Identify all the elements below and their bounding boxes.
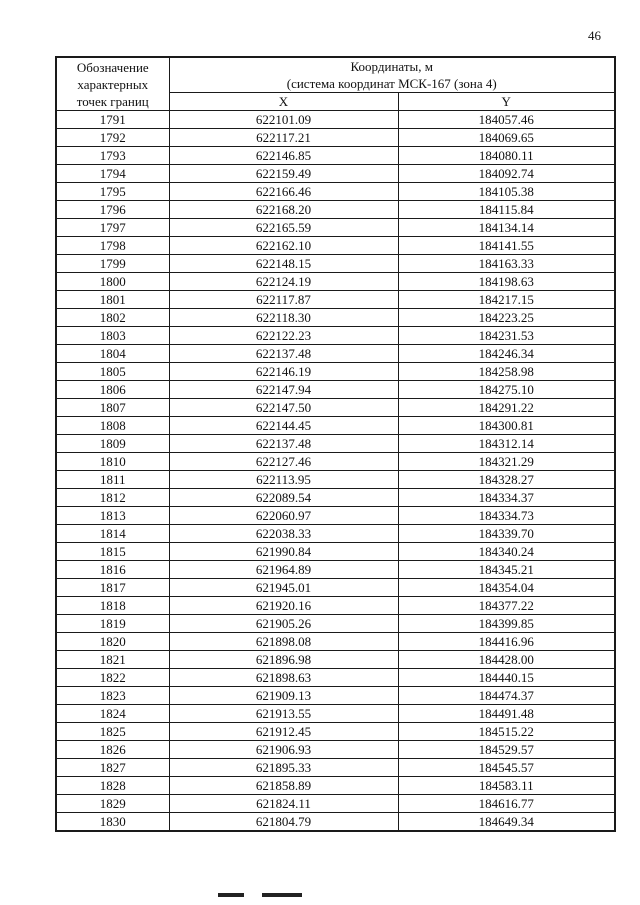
y-coordinate-cell: 184377.22 xyxy=(398,597,615,615)
coordinates-table xyxy=(55,56,616,832)
x-coordinate-cell: 622117.87 xyxy=(169,291,398,309)
y-coordinate-cell: 184198.63 xyxy=(398,273,615,291)
y-coordinate-cell: 184345.21 xyxy=(398,561,615,579)
y-coordinate-cell: 184334.37 xyxy=(398,489,615,507)
y-coordinate-cell: 184258.98 xyxy=(398,363,615,381)
y-coordinate-cell: 184291.22 xyxy=(398,399,615,417)
cutoff-text-fragment xyxy=(218,893,244,897)
x-coordinate-cell: 621898.08 xyxy=(169,633,398,651)
x-coordinate-cell: 621920.16 xyxy=(169,597,398,615)
y-coordinate-cell: 184115.84 xyxy=(398,201,615,219)
page-number: 46 xyxy=(588,28,601,43)
point-id-cell: 1815 xyxy=(56,543,169,561)
y-coordinate-cell: 184416.96 xyxy=(398,633,615,651)
x-coordinate-cell: 622101.09 xyxy=(169,111,398,129)
y-coordinate-cell: 184141.55 xyxy=(398,237,615,255)
point-id-cell: 1794 xyxy=(56,165,169,183)
point-id-cell: 1829 xyxy=(56,795,169,813)
table-row xyxy=(56,651,615,669)
point-id-cell: 1824 xyxy=(56,705,169,723)
point-id-cell: 1816 xyxy=(56,561,169,579)
y-coordinate-cell: 184616.77 xyxy=(398,795,615,813)
x-coordinate-cell: 621912.45 xyxy=(169,723,398,741)
table-row xyxy=(56,489,615,507)
point-id-cell: 1791 xyxy=(56,111,169,129)
x-coordinate-cell: 622124.19 xyxy=(169,273,398,291)
point-id-cell: 1823 xyxy=(56,687,169,705)
y-coordinate-cell: 184491.48 xyxy=(398,705,615,723)
y-coordinate-cell: 184092.74 xyxy=(398,165,615,183)
y-coordinate-cell: 184246.34 xyxy=(398,345,615,363)
point-id-cell: 1828 xyxy=(56,777,169,795)
table-row xyxy=(56,813,615,832)
table-row xyxy=(56,561,615,579)
y-coordinate-cell: 184163.33 xyxy=(398,255,615,273)
point-id-cell: 1818 xyxy=(56,597,169,615)
cutoff-text-fragment xyxy=(262,893,302,897)
point-id-cell: 1803 xyxy=(56,327,169,345)
x-coordinate-cell: 622122.23 xyxy=(169,327,398,345)
x-coordinate-cell: 622168.20 xyxy=(169,201,398,219)
point-id-cell: 1827 xyxy=(56,759,169,777)
x-coordinate-cell: 622127.46 xyxy=(169,453,398,471)
y-coordinate-cell: 184340.24 xyxy=(398,543,615,561)
point-id-cell: 1792 xyxy=(56,129,169,147)
table-row xyxy=(56,777,615,795)
table-row xyxy=(56,327,615,345)
table-row xyxy=(56,543,615,561)
point-id-cell: 1808 xyxy=(56,417,169,435)
point-id-cell: 1799 xyxy=(56,255,169,273)
table-row xyxy=(56,237,615,255)
point-id-cell: 1804 xyxy=(56,345,169,363)
y-coordinate-cell: 184354.04 xyxy=(398,579,615,597)
x-coordinate-cell: 621905.26 xyxy=(169,615,398,633)
x-coordinate-cell: 622089.54 xyxy=(169,489,398,507)
table-row xyxy=(56,345,615,363)
x-coordinate-cell: 622148.15 xyxy=(169,255,398,273)
x-coordinate-cell: 622146.85 xyxy=(169,147,398,165)
table-row xyxy=(56,453,615,471)
table-row xyxy=(56,705,615,723)
y-coordinate-cell: 184105.38 xyxy=(398,183,615,201)
x-coordinate-cell: 622117.21 xyxy=(169,129,398,147)
point-id-cell: 1811 xyxy=(56,471,169,489)
x-coordinate-cell: 621964.89 xyxy=(169,561,398,579)
x-coordinate-cell: 622038.33 xyxy=(169,525,398,543)
table-row xyxy=(56,687,615,705)
x-coordinate-cell: 621824.11 xyxy=(169,795,398,813)
point-id-cell: 1820 xyxy=(56,633,169,651)
point-id-cell: 1805 xyxy=(56,363,169,381)
table-row xyxy=(56,381,615,399)
x-coordinate-cell: 621909.13 xyxy=(169,687,398,705)
x-coordinate-cell: 622159.49 xyxy=(169,165,398,183)
table-row xyxy=(56,435,615,453)
point-id-cell: 1819 xyxy=(56,615,169,633)
x-coordinate-cell: 622146.19 xyxy=(169,363,398,381)
table-row xyxy=(56,795,615,813)
table-row xyxy=(56,525,615,543)
table-row xyxy=(56,309,615,327)
point-id-cell: 1826 xyxy=(56,741,169,759)
point-id-cell: 1796 xyxy=(56,201,169,219)
y-coordinate-cell: 184529.57 xyxy=(398,741,615,759)
y-coordinate-cell: 184300.81 xyxy=(398,417,615,435)
table-row xyxy=(56,741,615,759)
table-row xyxy=(56,597,615,615)
x-coordinate-cell: 621913.55 xyxy=(169,705,398,723)
y-coordinate-cell: 184515.22 xyxy=(398,723,615,741)
table-row xyxy=(56,507,615,525)
y-coordinate-cell: 184057.46 xyxy=(398,111,615,129)
y-coordinate-cell: 184474.37 xyxy=(398,687,615,705)
table-row xyxy=(56,183,615,201)
table-row xyxy=(56,579,615,597)
table-row xyxy=(56,363,615,381)
x-coordinate-cell: 622165.59 xyxy=(169,219,398,237)
table-row xyxy=(56,147,615,165)
x-column-header: X xyxy=(169,93,398,111)
x-coordinate-cell: 621895.33 xyxy=(169,759,398,777)
y-column-header: Y xyxy=(398,93,615,111)
x-coordinate-cell: 621858.89 xyxy=(169,777,398,795)
table-row xyxy=(56,201,615,219)
y-coordinate-cell: 184440.15 xyxy=(398,669,615,687)
point-id-cell: 1821 xyxy=(56,651,169,669)
x-coordinate-cell: 621990.84 xyxy=(169,543,398,561)
y-coordinate-cell: 184339.70 xyxy=(398,525,615,543)
y-coordinate-cell: 184223.25 xyxy=(398,309,615,327)
y-coordinate-cell: 184231.53 xyxy=(398,327,615,345)
x-coordinate-cell: 622118.30 xyxy=(169,309,398,327)
point-designation-header xyxy=(56,57,169,111)
x-coordinate-cell: 621898.63 xyxy=(169,669,398,687)
point-id-cell: 1800 xyxy=(56,273,169,291)
point-id-cell: 1797 xyxy=(56,219,169,237)
point-header-line-2: характерных xyxy=(77,76,149,92)
y-coordinate-cell: 184217.15 xyxy=(398,291,615,309)
table-row xyxy=(56,255,615,273)
coordinates-header xyxy=(169,57,615,93)
x-coordinate-cell: 622147.50 xyxy=(169,399,398,417)
point-id-cell: 1795 xyxy=(56,183,169,201)
point-id-cell: 1806 xyxy=(56,381,169,399)
x-coordinate-cell: 622147.94 xyxy=(169,381,398,399)
table-row xyxy=(56,219,615,237)
y-coordinate-cell: 184399.85 xyxy=(398,615,615,633)
point-id-cell: 1825 xyxy=(56,723,169,741)
y-coordinate-cell: 184334.73 xyxy=(398,507,615,525)
point-id-cell: 1814 xyxy=(56,525,169,543)
point-id-cell: 1801 xyxy=(56,291,169,309)
point-id-cell: 1813 xyxy=(56,507,169,525)
point-id-cell: 1822 xyxy=(56,669,169,687)
point-id-cell: 1810 xyxy=(56,453,169,471)
table-row xyxy=(56,273,615,291)
x-coordinate-cell: 621906.93 xyxy=(169,741,398,759)
y-coordinate-cell: 184583.11 xyxy=(398,777,615,795)
coordinates-header-line-1: Координаты, м xyxy=(350,59,433,74)
table-row xyxy=(56,723,615,741)
table-row xyxy=(56,615,615,633)
table-row xyxy=(56,291,615,309)
point-id-cell: 1817 xyxy=(56,579,169,597)
y-coordinate-cell: 184649.34 xyxy=(398,813,615,832)
y-coordinate-cell: 184321.29 xyxy=(398,453,615,471)
x-coordinate-cell: 622137.48 xyxy=(169,345,398,363)
x-coordinate-cell: 621896.98 xyxy=(169,651,398,669)
x-coordinate-cell: 622060.97 xyxy=(169,507,398,525)
table-row xyxy=(56,633,615,651)
point-id-cell: 1830 xyxy=(56,813,169,832)
y-coordinate-cell: 184134.14 xyxy=(398,219,615,237)
y-coordinate-cell: 184080.11 xyxy=(398,147,615,165)
point-id-cell: 1793 xyxy=(56,147,169,165)
point-id-cell: 1798 xyxy=(56,237,169,255)
point-header-line-3: точек границ xyxy=(76,93,149,109)
coordinates-header-line-2: (система координат МСК-167 (зона 4) xyxy=(286,76,497,91)
table-row xyxy=(56,129,615,147)
table-row xyxy=(56,165,615,183)
table-row xyxy=(56,669,615,687)
x-coordinate-cell: 621804.79 xyxy=(169,813,398,832)
point-header-line-1: Обозначение xyxy=(76,59,149,75)
table-row xyxy=(56,111,615,129)
table-row xyxy=(56,471,615,489)
y-coordinate-cell: 184069.65 xyxy=(398,129,615,147)
point-id-cell: 1809 xyxy=(56,435,169,453)
x-coordinate-cell: 622166.46 xyxy=(169,183,398,201)
table-row xyxy=(56,399,615,417)
point-id-cell: 1812 xyxy=(56,489,169,507)
point-id-cell: 1807 xyxy=(56,399,169,417)
x-coordinate-cell: 622144.45 xyxy=(169,417,398,435)
y-coordinate-cell: 184328.27 xyxy=(398,471,615,489)
point-id-cell: 1802 xyxy=(56,309,169,327)
y-coordinate-cell: 184545.57 xyxy=(398,759,615,777)
table-row xyxy=(56,417,615,435)
x-coordinate-cell: 621945.01 xyxy=(169,579,398,597)
x-coordinate-cell: 622137.48 xyxy=(169,435,398,453)
x-coordinate-cell: 622162.10 xyxy=(169,237,398,255)
table-row xyxy=(56,759,615,777)
y-coordinate-cell: 184428.00 xyxy=(398,651,615,669)
y-coordinate-cell: 184312.14 xyxy=(398,435,615,453)
y-coordinate-cell: 184275.10 xyxy=(398,381,615,399)
x-coordinate-cell: 622113.95 xyxy=(169,471,398,489)
